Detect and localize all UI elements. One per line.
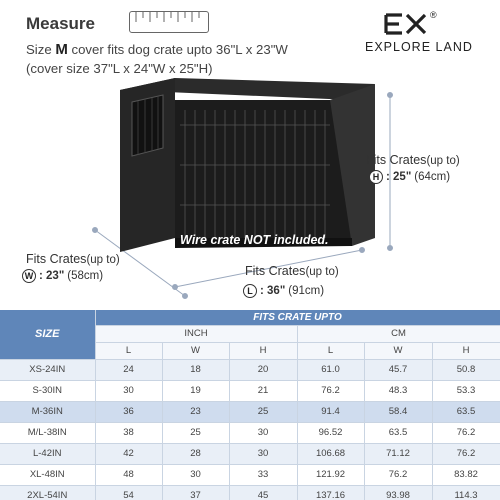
height-badge: H bbox=[369, 170, 383, 184]
table-cell: 20 bbox=[229, 359, 297, 380]
table-cell: 30 bbox=[229, 443, 297, 464]
col-header: L bbox=[297, 342, 364, 359]
size-column-header: SIZE bbox=[0, 310, 95, 359]
table-cell: 53.3 bbox=[432, 380, 500, 401]
table-cell: 58.4 bbox=[364, 401, 432, 422]
table-cell: 30 bbox=[95, 380, 162, 401]
table-cell: 38 bbox=[95, 422, 162, 443]
size-description: Size M cover fits dog crate upto 36"L x 23"W bbox=[26, 41, 288, 58]
registered-mark: ® bbox=[430, 10, 437, 20]
col-header: W bbox=[364, 342, 432, 359]
size-cell: 2XL-54IN bbox=[0, 485, 95, 500]
table-cell: 96.52 bbox=[297, 422, 364, 443]
table-row bbox=[0, 380, 500, 401]
inch-header: INCH bbox=[95, 325, 297, 342]
table-cell: 30 bbox=[162, 464, 229, 485]
height-label: Fits Crates(up to) bbox=[366, 153, 460, 167]
length-badge: L bbox=[243, 284, 257, 298]
table-cell: 42 bbox=[95, 443, 162, 464]
table-cell: 121.92 bbox=[297, 464, 364, 485]
col-header: L bbox=[95, 342, 162, 359]
table-row bbox=[0, 422, 500, 443]
table-cell: 48.3 bbox=[364, 380, 432, 401]
cm-header: CM bbox=[297, 325, 500, 342]
table-cell: 24 bbox=[95, 359, 162, 380]
table-cell: 28 bbox=[162, 443, 229, 464]
table-cell: 91.4 bbox=[297, 401, 364, 422]
table-row bbox=[0, 464, 500, 485]
col-header: H bbox=[432, 342, 500, 359]
table-cell: 25 bbox=[162, 422, 229, 443]
table-cell: 83.82 bbox=[432, 464, 500, 485]
table-row bbox=[0, 443, 500, 464]
table-cell: 76.2 bbox=[297, 380, 364, 401]
table-cell: 45 bbox=[229, 485, 297, 500]
size-cell: M/L-38IN bbox=[0, 422, 95, 443]
size-cell: S-30IN bbox=[0, 380, 95, 401]
brand-name: EXPLORE LAND bbox=[365, 40, 473, 54]
table-cell: 137.16 bbox=[297, 485, 364, 500]
table-row-highlighted bbox=[0, 401, 500, 422]
fits-crate-header: FITS CRATE UPTO bbox=[95, 310, 500, 325]
length-value: L : 36" (91cm) bbox=[243, 284, 324, 298]
table-cell: 25 bbox=[229, 401, 297, 422]
width-badge: W bbox=[22, 269, 36, 283]
table-cell: 63.5 bbox=[364, 422, 432, 443]
cover-size: (cover size 37"L x 24"W x 25"H) bbox=[26, 61, 213, 76]
table-cell: 114.3 bbox=[432, 485, 500, 500]
table-cell: 54 bbox=[95, 485, 162, 500]
table-cell: 33 bbox=[229, 464, 297, 485]
measure-title: Measure bbox=[26, 14, 95, 33]
table-cell: 30 bbox=[229, 422, 297, 443]
size-cell: M-36IN bbox=[0, 401, 95, 422]
table-cell: 76.2 bbox=[432, 422, 500, 443]
width-label: Fits Crates(up to) bbox=[26, 252, 120, 266]
table-cell: 18 bbox=[162, 359, 229, 380]
table-row bbox=[0, 359, 500, 380]
table-cell: 50.8 bbox=[432, 359, 500, 380]
length-label: Fits Crates(up to) bbox=[245, 264, 339, 278]
size-table bbox=[0, 310, 500, 500]
size-cell: L-42IN bbox=[0, 443, 95, 464]
table-cell: 76.2 bbox=[364, 464, 432, 485]
size-cell: XS-24IN bbox=[0, 359, 95, 380]
height-value: H : 25" (64cm) bbox=[369, 170, 450, 184]
table-cell: 21 bbox=[229, 380, 297, 401]
table-cell: 36 bbox=[95, 401, 162, 422]
table-cell: 45.7 bbox=[364, 359, 432, 380]
table-cell: 48 bbox=[95, 464, 162, 485]
table-row bbox=[0, 485, 500, 500]
col-header: H bbox=[229, 342, 297, 359]
table-cell: 61.0 bbox=[297, 359, 364, 380]
width-value: W : 23" (58cm) bbox=[22, 269, 103, 283]
table-cell: 19 bbox=[162, 380, 229, 401]
table-cell: 63.5 bbox=[432, 401, 500, 422]
crate-not-included-note: Wire crate NOT included. bbox=[180, 233, 329, 247]
col-header: W bbox=[162, 342, 229, 359]
table-cell: 23 bbox=[162, 401, 229, 422]
table-cell: 37 bbox=[162, 485, 229, 500]
size-cell: XL-48IN bbox=[0, 464, 95, 485]
table-cell: 93.98 bbox=[364, 485, 432, 500]
table-cell: 71.12 bbox=[364, 443, 432, 464]
table-cell: 106.68 bbox=[297, 443, 364, 464]
table-cell: 76.2 bbox=[432, 443, 500, 464]
